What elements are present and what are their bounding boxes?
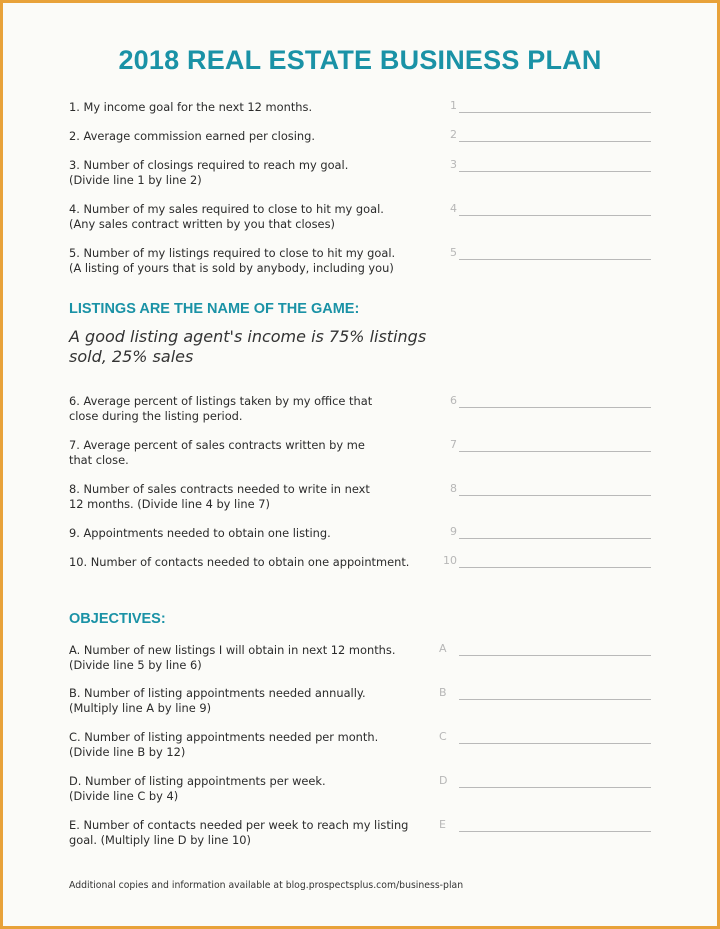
question-2-text: 2. Average commission earned per closing.: [69, 129, 315, 143]
answer-field-10[interactable]: [439, 554, 651, 570]
answer-key-2: 2: [450, 128, 457, 141]
question-6-text: 6. Average percent of listings taken by my office that close during the listing period.: [69, 394, 373, 423]
question-7-text: 7. Average percent of sales contracts written by me that close.: [69, 438, 365, 467]
answer-key-6: 6: [450, 394, 457, 407]
answer-field-6[interactable]: [439, 394, 651, 410]
question-8-text: 8. Number of sales contracts needed to write in next 12 months. (Divide line 4 by line 7): [69, 482, 370, 511]
answer-field-7[interactable]: [439, 438, 651, 454]
answer-field-d[interactable]: [439, 774, 651, 790]
answer-key-b: B: [439, 686, 447, 699]
answer-key-4: 4: [450, 202, 457, 215]
answer-key-10: 10: [443, 554, 457, 567]
answer-key-3: 3: [450, 158, 457, 171]
answer-field-8[interactable]: [439, 482, 651, 498]
answer-field-4[interactable]: [439, 202, 651, 218]
answer-field-a[interactable]: [439, 642, 651, 658]
question-5-text: 5. Number of my listings required to close to hit my goal. (A listing of yours that is sold by anybody, including you): [69, 246, 396, 275]
answer-field-b[interactable]: [439, 686, 651, 702]
answer-key-1: 1: [450, 99, 457, 112]
objective-c-text: C. Number of listing appointments needed per month. (Divide line B by 12): [69, 730, 379, 759]
answer-key-7: 7: [450, 438, 457, 451]
answer-key-8: 8: [450, 482, 457, 495]
answer-field-2[interactable]: [439, 128, 651, 144]
question-1-text: 1. My income goal for the next 12 months.: [69, 100, 313, 114]
objectives-heading: OBJECTIVES:: [69, 611, 166, 627]
question-10-text: 10. Number of contacts needed to obtain one appointment.: [69, 555, 410, 569]
answer-field-3[interactable]: [439, 158, 651, 174]
answer-field-5[interactable]: [439, 246, 651, 262]
answer-key-9: 9: [450, 525, 457, 538]
answer-field-1[interactable]: [439, 99, 651, 115]
answer-key-a: A: [439, 642, 447, 655]
objective-a-text: A. Number of new listings I will obtain in next 12 months. (Divide line 5 by line 6): [69, 643, 396, 672]
objective-e-text: E. Number of contacts needed per week to reach my listing goal. (Multiply line D by line 10): [69, 818, 409, 847]
answer-field-9[interactable]: [439, 525, 651, 541]
listings-quote: A good listing agent's income is 75% listings sold, 25% sales: [69, 327, 427, 366]
answer-key-c: C: [439, 730, 447, 743]
question-4-text: 4. Number of my sales required to close to hit my goal. (Any sales contract written by you that closes): [69, 202, 384, 231]
page-title: 2018 REAL ESTATE BUSINESS PLAN: [118, 45, 602, 75]
answer-field-c[interactable]: [439, 730, 651, 746]
answer-key-e: E: [439, 818, 446, 831]
footer-note: Additional copies and information available at blog.prospectsplus.com/business-plan: [69, 880, 464, 891]
objective-b-text: B. Number of listing appointments needed annually. (Multiply line A by line 9): [69, 686, 366, 715]
listings-heading: LISTINGS ARE THE NAME OF THE GAME:: [69, 301, 360, 317]
objective-d-text: D. Number of listing appointments per week. (Divide line C by 4): [69, 774, 326, 803]
answer-key-d: D: [439, 774, 448, 787]
question-3-text: 3. Number of closings required to reach my goal. (Divide line 1 by line 2): [69, 158, 349, 187]
question-9-text: 9. Appointments needed to obtain one listing.: [69, 526, 331, 540]
answer-key-5: 5: [450, 246, 457, 259]
answer-field-e[interactable]: [439, 818, 651, 834]
